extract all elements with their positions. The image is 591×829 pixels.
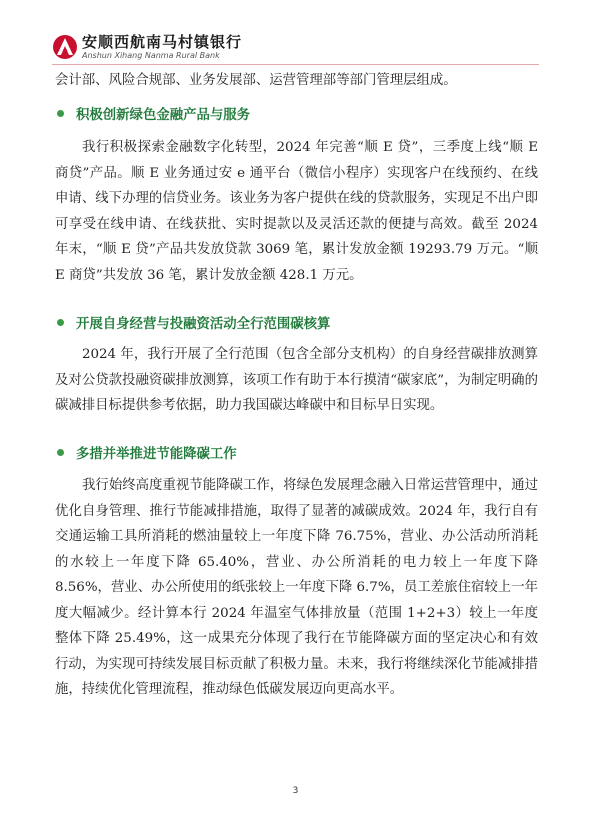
bank-name-cn: 安顺西航南马村镇银行 <box>82 33 243 51</box>
section-title-green-products <box>55 104 250 123</box>
page-number: 3 <box>292 786 299 796</box>
bullet-icon <box>57 449 64 456</box>
bullet-icon <box>57 319 64 326</box>
section-body-carbon-accounting: 2024 年，我行开展了全行范围（包含全部分支机构）的自身经营碳排放测算及对公贷款投融资碳排放测算，该项工作有助于本行摸清“碳家底”，为制定明确的碳减排目标提供参考依据，助力我国碳达峰碳中和目标早日实现。 <box>55 347 538 413</box>
page-header <box>52 34 242 60</box>
intro-paragraph: 会计部、风险合规部、业务发展部、运营管理部等部门管理层组成。 <box>55 73 457 88</box>
bullet-icon <box>57 110 64 117</box>
section-title-text: 积极创新绿色金融产品与服务 <box>76 108 251 123</box>
bank-name-block <box>82 34 242 60</box>
section-body-green-products: 我行积极探索金融数字化转型，2024 年完善“顺 E 贷”，三季度上线“顺 E 商贷”产品。顺 E 业务通过安 e 通平台（微信小程序）实现客户在线预约、在线申请、线下办理的信贷业务。该业务为客户提供在线的贷款服务，实现足不出户即可享受在线申请、在线获批、实时提款以及灵活还款的便捷与高效。截至 2024 年末，“顺 E 贷”产品共发放贷款 3069 笔，累计发放金额 19293.79 万元。“顺 E 商贷”共发放 36 笔，累计发放金额 428.1 万元。 <box>55 140 538 283</box>
bank-logo-icon <box>52 34 78 60</box>
section-title-carbon-accounting <box>55 313 330 332</box>
section-body-energy-saving: 我行始终高度重视节能降碳工作，将绿色发展理念融入日常运营管理中，通过优化自身管理、推行节能减排措施，取得了显著的减碳成效。2024 年，我行自有交通运输工具所消耗的燃油量较上一年度下降 76.75%，营业、办公活动所消耗的水较上一年度下降 65.40%，营业、办公所消耗的电力较上一年度下降 8.56%，营业、办公所使用的纸张较上一年度下降 6.7%，员工差旅住宿较上一年度大幅减少。经计算本行 2024 年温室气体排放量（范围 1+2+3）较上一年度整体下降 25.49%，这一成果充分体现了我行在节能降碳方面的坚定决心和有效行动，为实现可持续发展目标贡献了积极力量。未来，我行将继续深化节能减排措施，持续优化管理流程，推动绿色低碳发展迈向更高水平。 <box>55 478 538 697</box>
section-title-text: 开展自身经营与投融资活动全行范围碳核算 <box>76 317 331 332</box>
section-title-energy-saving <box>55 443 237 462</box>
bank-name-en: Anshun Xihang Nanma Rural Bank <box>82 51 220 60</box>
header-divider <box>52 64 539 65</box>
section-title-text: 多措并举推进节能降碳工作 <box>76 447 237 462</box>
